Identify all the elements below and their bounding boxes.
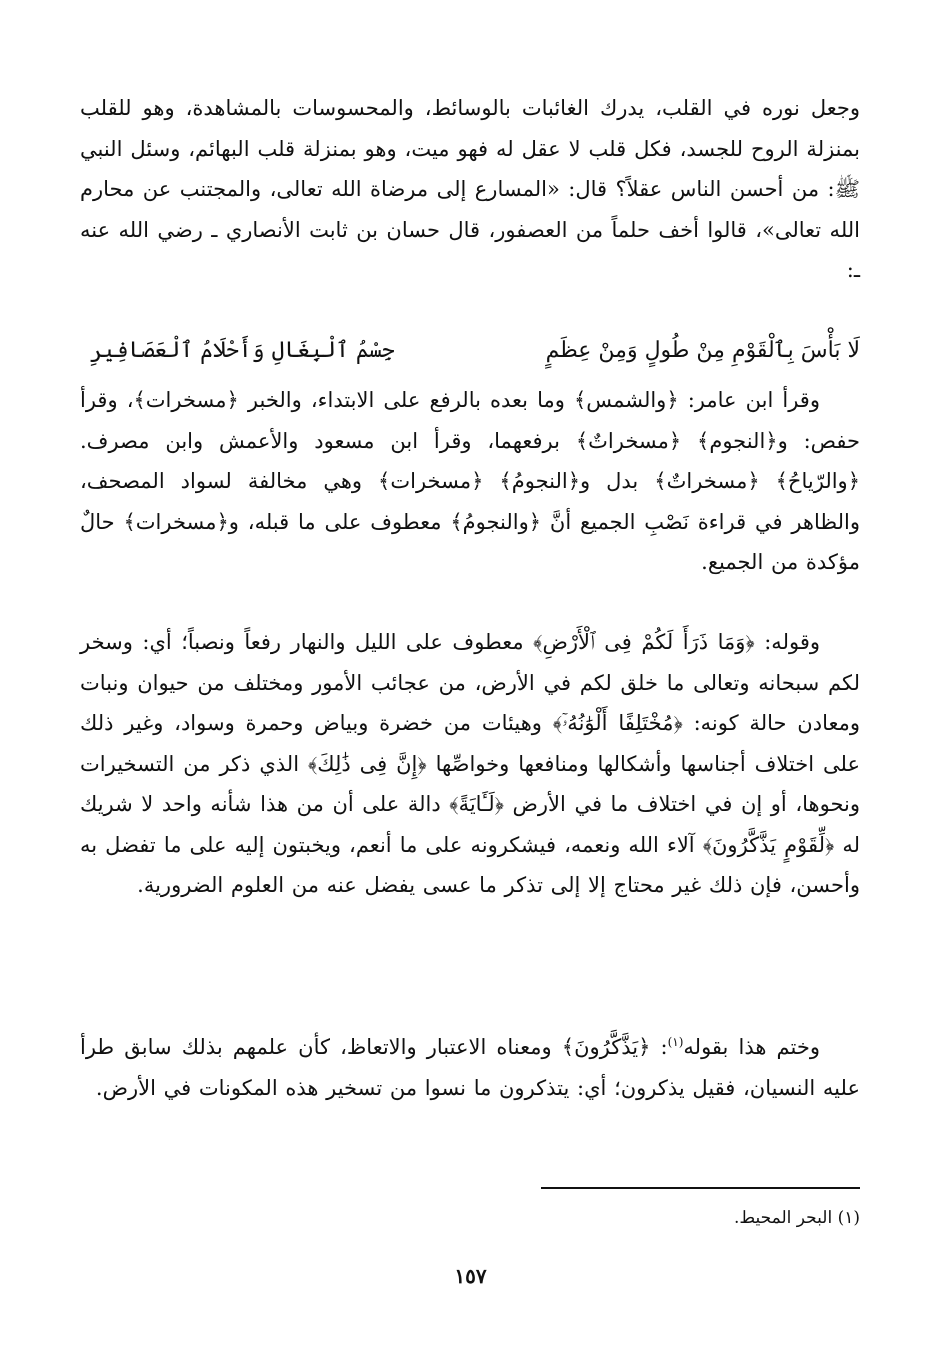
paragraph-readings: وقرأ ابن عامر: ﴿والشمس﴾ وما بعده بالرفع على الابتداء، والخبر ﴿مسخرات﴾، وقرأ حفص: و﴿النجوم﴾ ﴿مسخراتٌ﴾ برفعهما، وقرأ ابن مسعود والأعمش وابن مصرف. ﴿والرّياحُ﴾ ﴿مسخراتٌ﴾ بدل و﴿النجومُ﴾ ﴿مسخرات﴾ وهي مخالفة لسواد المصحف، والظاهر في قراءة نَصْبِ الجميع أنَّ ﴿والنجومُ﴾ معطوف على ما قبله، و﴿مسخرات﴾ حالٌ مؤكدة من الجميع.	[80, 388, 860, 574]
verse-second-hemistich: جِسْمُ ٱلْبِغَالِ وَأَحْلَامُ ٱلْعَصَافِيرِ	[90, 338, 395, 363]
paragraph-conclusion-start: وختم هذا بقوله	[683, 1035, 820, 1059]
footnote-marker[interactable]: (١)	[667, 1035, 684, 1049]
page-number: ١٥٧	[454, 1264, 487, 1288]
verse-first-hemistich: لَا بَأْسَ بِٱلْقَوْمِ مِنْ طُولٍ وَمِنْ عِظَمٍ	[545, 338, 860, 363]
paragraph-conclusion	[80, 1027, 860, 1108]
paragraph-conclusion-end: : ﴿يَذَّكَّرُونَ﴾ ومعناه الاعتبار والاتعاظ، كأن علمهم بذلك سابق طرأ عليه النسيان، فقيل يذكرون؛ أي: يتذكرون ما نسوا من تسخير هذه المكونات في الأرض.	[80, 1035, 860, 1100]
footnote-divider	[541, 1187, 860, 1189]
footnote: (١) البحر المحيط.	[734, 1208, 860, 1228]
paragraph-intro: وجعل نوره في القلب، يدرك الغائبات بالوسائط، والمحسوسات بالمشاهدة، وهو للقلب بمنزلة الروح للجسد، فكل قلب لا عقل له فهو ميت، وهو بمنزلة قلب البهائم، وسئل النبي ﷺ: من أحسن الناس عقلاً؟ قال: «المسارع إلى مرضاة الله تعالى، والمجتنب عن محارم الله تعالى»، قالوا أخف حلماً من العصفور، قال حسان بن ثابت الأنصاري ـ رضي الله عنه ـ:	[80, 96, 861, 282]
paragraph-commentary: وقوله: ﴿وَمَا ذَرَأَ لَكُمْ فِى ٱلْأَرْضِ﴾ معطوف على الليل والنهار رفعاً ونصباً؛ أي: وسخر لكم سبحانه وتعالى ما خلق لكم في الأرض، من عجائب الأمور ومختلف من حيوان ونبات ومعادن حالة كونه: ﴿مُخْتَلِفًا أَلْوَٰنُهُۥٓ﴾ وهيئات من خضرة وبياض وحمرة وسواد، وغير ذلك على اختلاف أجناسها وأشكالها ومنافعها وخواصِّها ﴿إِنَّ فِى ذَٰلِكَ﴾ الذي ذكر من التسخيرات ونحوها، أو إن في اختلاف ما في الأرض ﴿لَـَٔايَةً﴾ دالة على أن من هذا شأنه واحد لا شريك له ﴿لِّقَوْمٍ يَذَّكَّرُونَ﴾ آلاء الله ونعمه، فيشكرونه على ما أنعم، ويخبتون إليه على ما تفضل به وأحسن، فإن ذلك غير محتاج إلا إلى تذكر ما عسى يفضل عنه من العلوم الضرورية.	[80, 630, 860, 897]
poetry-verse	[80, 328, 860, 374]
